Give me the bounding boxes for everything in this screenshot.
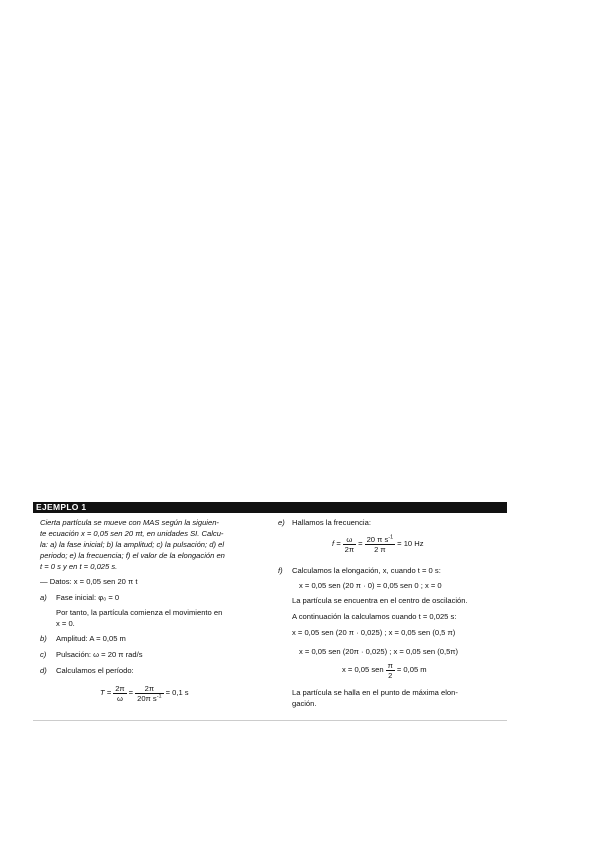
period-frac2-den-wrap xyxy=(135,694,163,703)
frequency-frac1-den: 2π xyxy=(344,545,355,555)
max-elongation-line-2: gación. xyxy=(292,699,317,708)
period-equation xyxy=(100,684,189,703)
period-fraction-2 xyxy=(135,684,163,703)
item-d-label: d) xyxy=(40,666,47,675)
frequency-fraction-2 xyxy=(365,535,396,554)
elongation-result-num: π xyxy=(387,661,393,670)
elongation-result-den: 2 xyxy=(388,671,393,681)
period-frac2-den: 20π s xyxy=(137,694,157,704)
elongation-result-fraction xyxy=(386,661,395,680)
elongation-result-rhs: = 0,05 m xyxy=(396,665,427,675)
elongation-t025-line-2: x = 0,05 sen (20π · 0,025) ; x = 0,05 sen (0,5π) xyxy=(299,647,459,656)
frequency-fraction-1 xyxy=(343,535,356,554)
elongation-t025-line-1: x = 0,05 sen (20 π · 0,025) ; x = 0,05 sen (0,5 π) xyxy=(292,628,456,637)
elongation-t0-line: x = 0,05 sen (20 π · 0) = 0,05 sen 0 ; x = 0 xyxy=(299,581,442,590)
frequency-frac2-exp: -1 xyxy=(388,534,394,541)
statement-line-3: la: a) la fase inicial; b) la amplitud; c) la pulsación; d) el xyxy=(40,540,225,549)
item-b-text: Amplitud: A = 0,05 m xyxy=(56,634,126,643)
period-eq-sign: = xyxy=(128,688,134,698)
frequency-rhs: = 10 Hz xyxy=(397,539,424,549)
item-f-text: Calculamos la elongación, x, cuando t = 0 s: xyxy=(292,566,441,575)
period-frac1-num: 2π xyxy=(115,684,125,693)
item-a-note-1: Por tanto, la partícula comienza el movimiento en xyxy=(56,608,223,617)
center-oscillation-line: La partícula se encuentra en el centro de oscilación. xyxy=(292,596,468,605)
period-rhs: = 0,1 s xyxy=(165,688,189,698)
period-fraction-1 xyxy=(113,684,126,703)
frequency-eq-sign: = xyxy=(358,539,363,549)
item-a-text: Fase inicial: φ₀ = 0 xyxy=(56,593,120,602)
elongation-result-equation xyxy=(342,661,427,680)
next-calc-line: A continuación la calculamos cuando t = 0,025 s: xyxy=(292,612,457,621)
example-header: EJEMPLO 1 xyxy=(33,502,507,513)
statement-line-2: te ecuación x = 0,05 sen 20 πt, en unidades SI. Calcu- xyxy=(40,529,224,538)
frequency-frac2-num: 20 π s xyxy=(366,535,389,544)
frequency-frac1-num: ω xyxy=(343,535,356,545)
statement-line-5: t = 0 s y en t = 0,025 s. xyxy=(40,562,118,571)
item-b-label: b) xyxy=(40,634,47,643)
statement-line-4: periodo; e) la frecuencia; f) el valor de la elongación en xyxy=(40,551,225,560)
frequency-equation xyxy=(332,535,424,554)
data-line: — Datos: x = 0,05 sen 20 π t xyxy=(40,577,138,586)
frequency-frac2-num-wrap xyxy=(365,535,396,545)
item-f-label: f) xyxy=(278,566,283,575)
example-box-bottom-rule xyxy=(33,720,507,721)
period-frac1-den: ω xyxy=(116,694,123,704)
frequency-frac2-den: 2 π xyxy=(374,545,386,555)
statement-line-1: Cierta partícula se mueve con MAS según la siguien- xyxy=(40,518,219,527)
item-e-text: Hallamos la frecuencia: xyxy=(292,518,371,527)
item-a-label: a) xyxy=(40,593,47,602)
item-e-label: e) xyxy=(278,518,285,527)
item-d-text: Calculamos el período: xyxy=(56,666,134,675)
item-c-label: c) xyxy=(40,650,47,659)
item-c-text: Pulsación: ω = 20 π rad/s xyxy=(56,650,143,659)
frequency-lhs: f = xyxy=(332,539,341,549)
period-frac2-exp: -1 xyxy=(156,693,162,700)
item-a-note-2: x = 0. xyxy=(56,619,75,628)
elongation-result-lhs: x = 0,05 sen xyxy=(342,665,384,675)
period-lhs: T = xyxy=(100,688,112,698)
max-elongation-line-1: La partícula se halla en el punto de máxima elon- xyxy=(292,688,458,697)
period-frac2-num: 2π xyxy=(135,684,163,694)
